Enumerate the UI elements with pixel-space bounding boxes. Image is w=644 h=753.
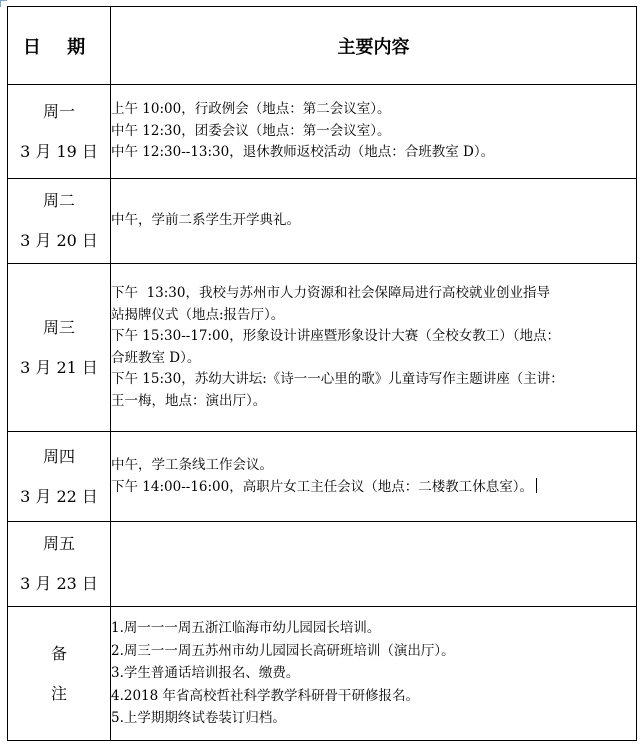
content-line: 王一梅，地点：演出厅）。 [111, 392, 267, 409]
table-row-friday [8, 522, 637, 607]
weekday-label: 周五 [42, 534, 75, 553]
date-cell [8, 264, 111, 432]
date-cell [8, 432, 111, 522]
date-label: 3 月 22 日 [20, 486, 98, 506]
notes-content-cell [111, 607, 637, 741]
table-row-wednesday [8, 264, 637, 432]
content-line: 中午 12:30，团委会议（地点：第一会议室）。 [111, 122, 391, 139]
text-cursor [536, 478, 538, 493]
weekday-label: 周四 [42, 446, 75, 466]
content-line [111, 477, 636, 499]
note-line: 4.2018 年省高校哲社科学教学科研骨干研修报名。 [111, 687, 420, 704]
date-label: 3 月 23 日 [20, 574, 98, 593]
content-cell [111, 264, 637, 432]
notes-label: 注 [50, 683, 67, 703]
content-line: 下午 15:30--17:00，形象设计讲座暨形象设计大赛（全校女教工）（地点： [111, 328, 560, 344]
weekday-label: 周一 [42, 101, 75, 121]
note-line: 5.上学期期终试卷装订归档。 [111, 710, 286, 727]
date-column-header: 日 期 [8, 7, 111, 85]
date-label: 3 月 21 日 [20, 357, 98, 377]
content-line: 下午 13:30，我校与苏州市人力资源和社会保障局进行高校就业创业指导 [111, 285, 550, 301]
date-cell [8, 179, 111, 264]
table-row-notes [8, 607, 637, 741]
notes-label-cell [8, 607, 111, 741]
content-line: 上午 10:00，行政例会（地点：第二会议室）。 [111, 101, 391, 118]
content-line: 中午，学工条线工作会议。 [111, 457, 273, 473]
note-line: 1.周一一一周五浙江临海市幼儿园园长培训。 [111, 620, 381, 637]
content-text: 下午 14:00--16:00，高职片女工主任会议（地点：二楼教工休息室）。 [111, 478, 533, 495]
content-cell [111, 179, 637, 264]
note-line: 2.周三一一周五苏州市幼儿园园长高研班培训（演出厅）。 [111, 642, 455, 659]
header-row [8, 7, 637, 85]
content-column-header: 主要内容 [111, 7, 637, 85]
corner-mark [0, 0, 7, 7]
content-cell-empty [111, 522, 637, 607]
content-cell [111, 432, 637, 522]
date-cell [8, 522, 111, 607]
note-line: 3.学生普通话培训报名、缴费。 [111, 665, 300, 682]
weekday-label: 周二 [42, 191, 75, 210]
content-line: 站揭牌仪式（地点:报告厅）。 [111, 306, 285, 323]
weekday-label: 周三 [42, 317, 75, 337]
table-row-monday [8, 85, 637, 179]
weekly-schedule-table [7, 6, 637, 741]
date-label: 3 月 20 日 [20, 231, 98, 250]
table-row-tuesday [8, 179, 637, 264]
content-line: 合班教室 D）。 [111, 349, 201, 366]
content-line: 下午 15:30，苏幼大讲坛:《诗一一心里的歌》儿童诗写作主题讲座（主讲： [111, 371, 564, 387]
content-cell [111, 85, 637, 179]
date-label: 3 月 19 日 [20, 141, 98, 161]
content-line: 中午，学前二系学生开学典礼。 [111, 212, 300, 229]
date-cell [8, 85, 111, 179]
table-row-thursday [8, 432, 637, 522]
content-line: 中午 12:30--13:30，退休教师返校活动（地点：合班教室 D）。 [111, 144, 495, 161]
notes-label: 备 [50, 643, 67, 663]
